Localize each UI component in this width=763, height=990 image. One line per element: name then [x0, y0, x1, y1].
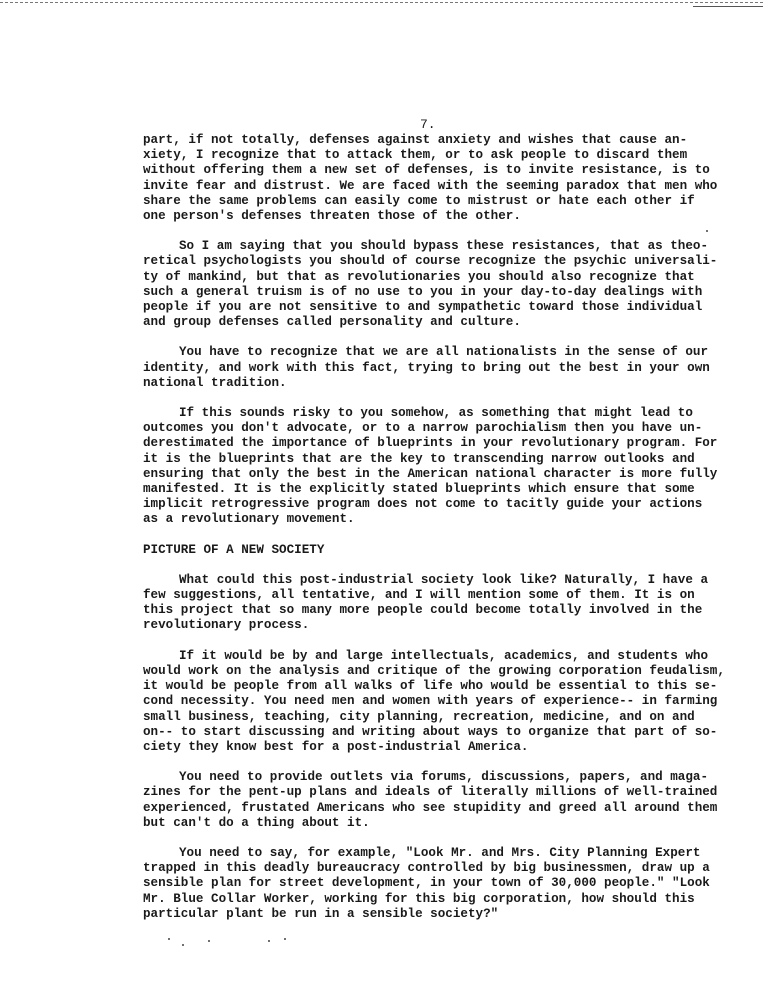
paragraph-line: it would be people from all walks of life who would be essential to this se-: [143, 679, 718, 694]
paragraph-group: [143, 133, 728, 528]
paragraph: [143, 406, 728, 528]
scan-speck: [208, 940, 210, 942]
paragraph: [143, 133, 728, 224]
paragraph-line: such a general truism is of no use to you in your day-to-day dealings with: [143, 284, 703, 299]
paragraph-line: national tradition.: [143, 375, 287, 390]
paragraph-line: outcomes you don't advocate, or to a narrow parochialism then you have un-: [143, 421, 703, 436]
section-heading: PICTURE OF A NEW SOCIETY: [143, 542, 325, 557]
paragraph-line: So I am saying that you should bypass these resistances, that as theo-: [179, 239, 709, 254]
paragraph-line: as a revolutionary movement.: [143, 512, 355, 527]
paragraph-line: without offering them a new set of defenses, is to invite resistance, is to: [143, 163, 710, 178]
document-body: [143, 133, 728, 937]
paragraph-line: xiety, I recognize that to attack them, or to ask people to discard them: [143, 148, 688, 163]
paragraph-line: share the same problems can easily come to mistrust or hate each other if: [143, 193, 695, 208]
paragraph-line: What could this post-industrial society look like? Naturally, I have a: [179, 572, 709, 587]
paragraph-line: it is the blueprints that are the key to transcending narrow outlooks and: [143, 451, 695, 466]
paragraph-line: part, if not totally, defenses against anxiety and wishes that cause an-: [143, 133, 688, 147]
paragraph-line: ciety they know best for a post-industrial America.: [143, 739, 529, 754]
paragraph-line: experienced, frustated Americans who see stupidity and greed all around them: [143, 800, 718, 815]
paragraph-line: If this sounds risky to you somehow, as something that might lead to: [179, 406, 693, 421]
paragraph-line: cond necessity. You need men and women with years of experience-- in farming: [143, 694, 718, 709]
paragraph-line: one person's defenses threaten those of the other.: [143, 209, 521, 224]
paragraph-line: You need to provide outlets via forums, discussions, papers, and maga-: [179, 770, 709, 785]
paragraph-line: this project that so many more people could become totally involved in the: [143, 603, 703, 618]
paragraph-line: identity, and work with this fact, trying to bring out the best in your own: [143, 360, 710, 375]
paragraph: [143, 649, 728, 755]
scan-speck: [284, 938, 286, 940]
paragraph: [143, 239, 728, 330]
paragraph-line: You have to recognize that we are all nationalists in the sense of our: [179, 345, 709, 360]
paragraph-line: ensuring that only the best in the American national character is more fully: [143, 466, 718, 481]
scan-speck: [182, 944, 184, 946]
paragraph-line: implicit retrogressive program does not come to tacitly guide your actions: [143, 497, 703, 512]
paragraph-line: You need to say, for example, "Look Mr. and Mrs. City Planning Expert: [179, 845, 701, 860]
paragraph-line: If it would be by and large intellectuals, academics, and students who: [179, 648, 709, 663]
paragraph: [143, 573, 728, 634]
scan-speck: [168, 938, 170, 940]
paragraph-line: trapped in this deadly bureaucracy controlled by big businessmen, draw up a: [143, 861, 710, 876]
scan-top-edge: [0, 2, 763, 3]
paragraph-line: derestimated the importance of blueprints in your revolutionary program. For: [143, 436, 718, 451]
paragraph-line: people if you are not sensitive to and sympathetic toward those individual: [143, 300, 703, 315]
scan-speck: [268, 940, 270, 942]
paragraph-line: manifested. It is the explicitly stated blueprints which ensure that some: [143, 482, 695, 497]
paragraph-line: on-- to start discussing and writing about ways to organize that part of so-: [143, 724, 718, 739]
paragraph-line: retical psychologists you should of course recognize the psychic universali-: [143, 254, 718, 269]
scan-speck: [706, 230, 708, 232]
page-number: 7.: [420, 117, 436, 132]
paragraph-line: and group defenses called personality and culture.: [143, 315, 521, 330]
paragraph-line: but can't do a thing about it.: [143, 815, 370, 830]
paragraph-line: few suggestions, all tentative, and I will mention some of them. It is on: [143, 588, 695, 603]
paragraph-line: particular plant be run in a sensible society?": [143, 906, 499, 921]
paragraph-line: revolutionary process.: [143, 618, 310, 633]
paragraph: [143, 345, 728, 391]
paragraph-line: zines for the pent-up plans and ideals of literally millions of well-trained: [143, 785, 718, 800]
paragraph-line: small business, teaching, city planning, recreation, medicine, and on and: [143, 709, 695, 724]
scan-top-edge-right: [693, 6, 763, 7]
paragraph-line: sensible plan for street development, in your town of 30,000 people." "Look: [143, 876, 710, 891]
paragraph-line: Mr. Blue Collar Worker, working for this big corporation, how should this: [143, 891, 695, 906]
section-paragraph-group: [143, 573, 728, 922]
paragraph-line: ty of mankind, but that as revolutionaries you should also recognize that: [143, 269, 695, 284]
paragraph: [143, 770, 728, 831]
paragraph-line: invite fear and distrust. We are faced with the seeming paradox that men who: [143, 178, 718, 193]
paragraph-line: would work on the analysis and critique of the growing corporation feudalism,: [143, 663, 725, 678]
paragraph: [143, 846, 728, 922]
